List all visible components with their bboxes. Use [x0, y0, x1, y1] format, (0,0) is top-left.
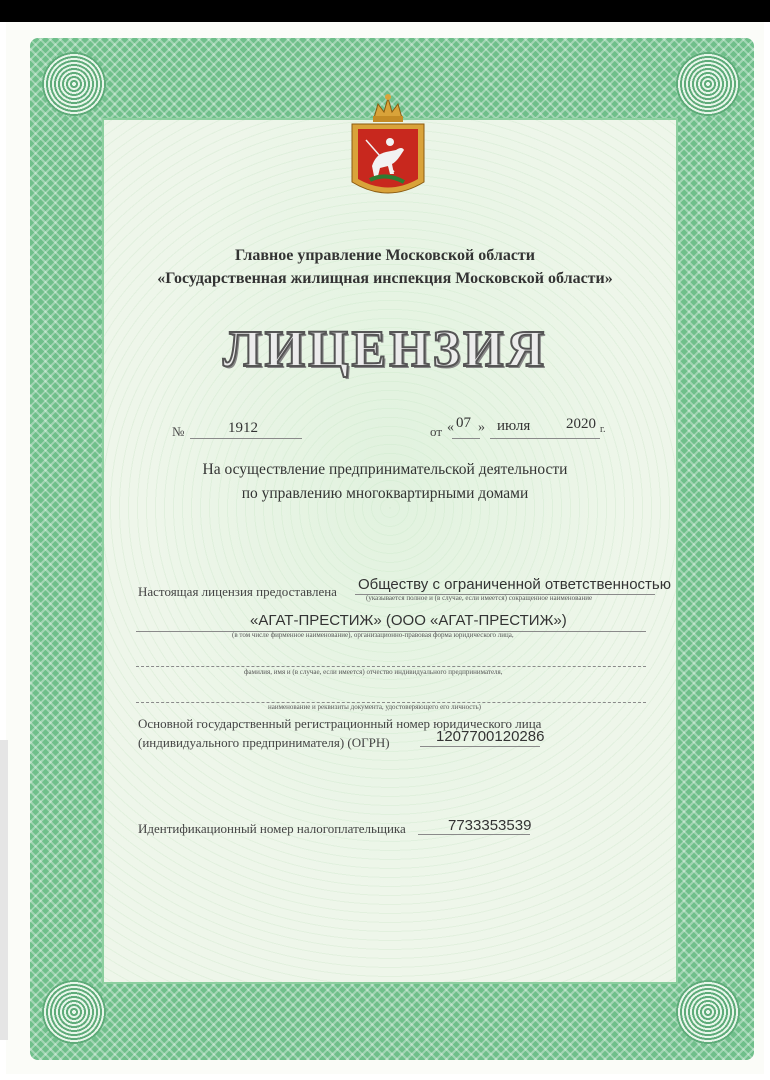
inn-underline: [418, 834, 530, 835]
ogrn-label-line-1: Основной государственный регистрационный номер юридического лица: [138, 716, 542, 731]
licensee-hint-2: (в том числе фирменное наименование), организационно-правовая форма юридического лица,: [232, 631, 514, 639]
activity-line-1: На осуществление предпринимательской деятельности: [202, 461, 568, 478]
date-month: июля: [497, 418, 531, 434]
licensee-name-line-1: Обществу с ограниченной ответственностью: [358, 576, 671, 593]
number-label: №: [172, 424, 185, 439]
date-open-quote: «: [447, 420, 454, 435]
date-day: 07: [456, 415, 471, 431]
date-year: 2020: [566, 416, 596, 432]
date-suffix: г.: [600, 424, 606, 435]
licensee-hint-4: наименование и реквизиты документа, удостоверяющего его личность): [268, 703, 481, 711]
licensee-underline-3: [136, 666, 646, 667]
inn-value: 7733353539: [448, 817, 532, 834]
date-month-underline: [490, 438, 562, 439]
licensee-label: Настоящая лицензия предоставлена: [138, 584, 337, 599]
number-underline: [190, 438, 302, 439]
license-number: 1912: [228, 420, 258, 436]
ogrn-value: 1207700120286: [436, 728, 545, 745]
top-black-bar: [0, 0, 770, 22]
activity-line-2: по управлению многоквартирными домами: [241, 485, 529, 502]
inn-label: Идентификационный номер налогоплательщика: [138, 821, 406, 836]
scan-edge-mark: [0, 740, 8, 1040]
date-close-quote: »: [478, 420, 485, 435]
licensee-name-line-2: «АГАТ-ПРЕСТИЖ» (ООО «АГАТ-ПРЕСТИЖ»): [250, 612, 567, 629]
document-title: ЛИЦЕНЗИЯ: [222, 321, 548, 378]
date-year-underline: [562, 438, 600, 439]
corner-rosette-bottom-left: [42, 980, 106, 1044]
licensee-hint-3: фамилия, имя и (в случае, если имеется) отчество индивидуального предпринимателя,: [244, 668, 503, 676]
ogrn-underline: [420, 746, 540, 747]
ogrn-label-line-2: (индивидуального предпринимателя) (ОГРН): [138, 735, 390, 750]
corner-rosette-top-right: [676, 52, 740, 116]
date-prefix: от: [430, 424, 443, 439]
issuer-name: Главное управление Московской области: [235, 247, 535, 264]
licensee-hint-1: (указывается полное и (в случае, если имеется) сокращенное наименование: [366, 594, 593, 602]
corner-rosette-bottom-right: [676, 980, 740, 1044]
date-day-underline: [452, 438, 480, 439]
corner-rosette-top-left: [42, 52, 106, 116]
issuer-full-name: «Государственная жилищная инспекция Московской области»: [157, 270, 613, 287]
moscow-oblast-emblem-icon: [346, 92, 430, 204]
